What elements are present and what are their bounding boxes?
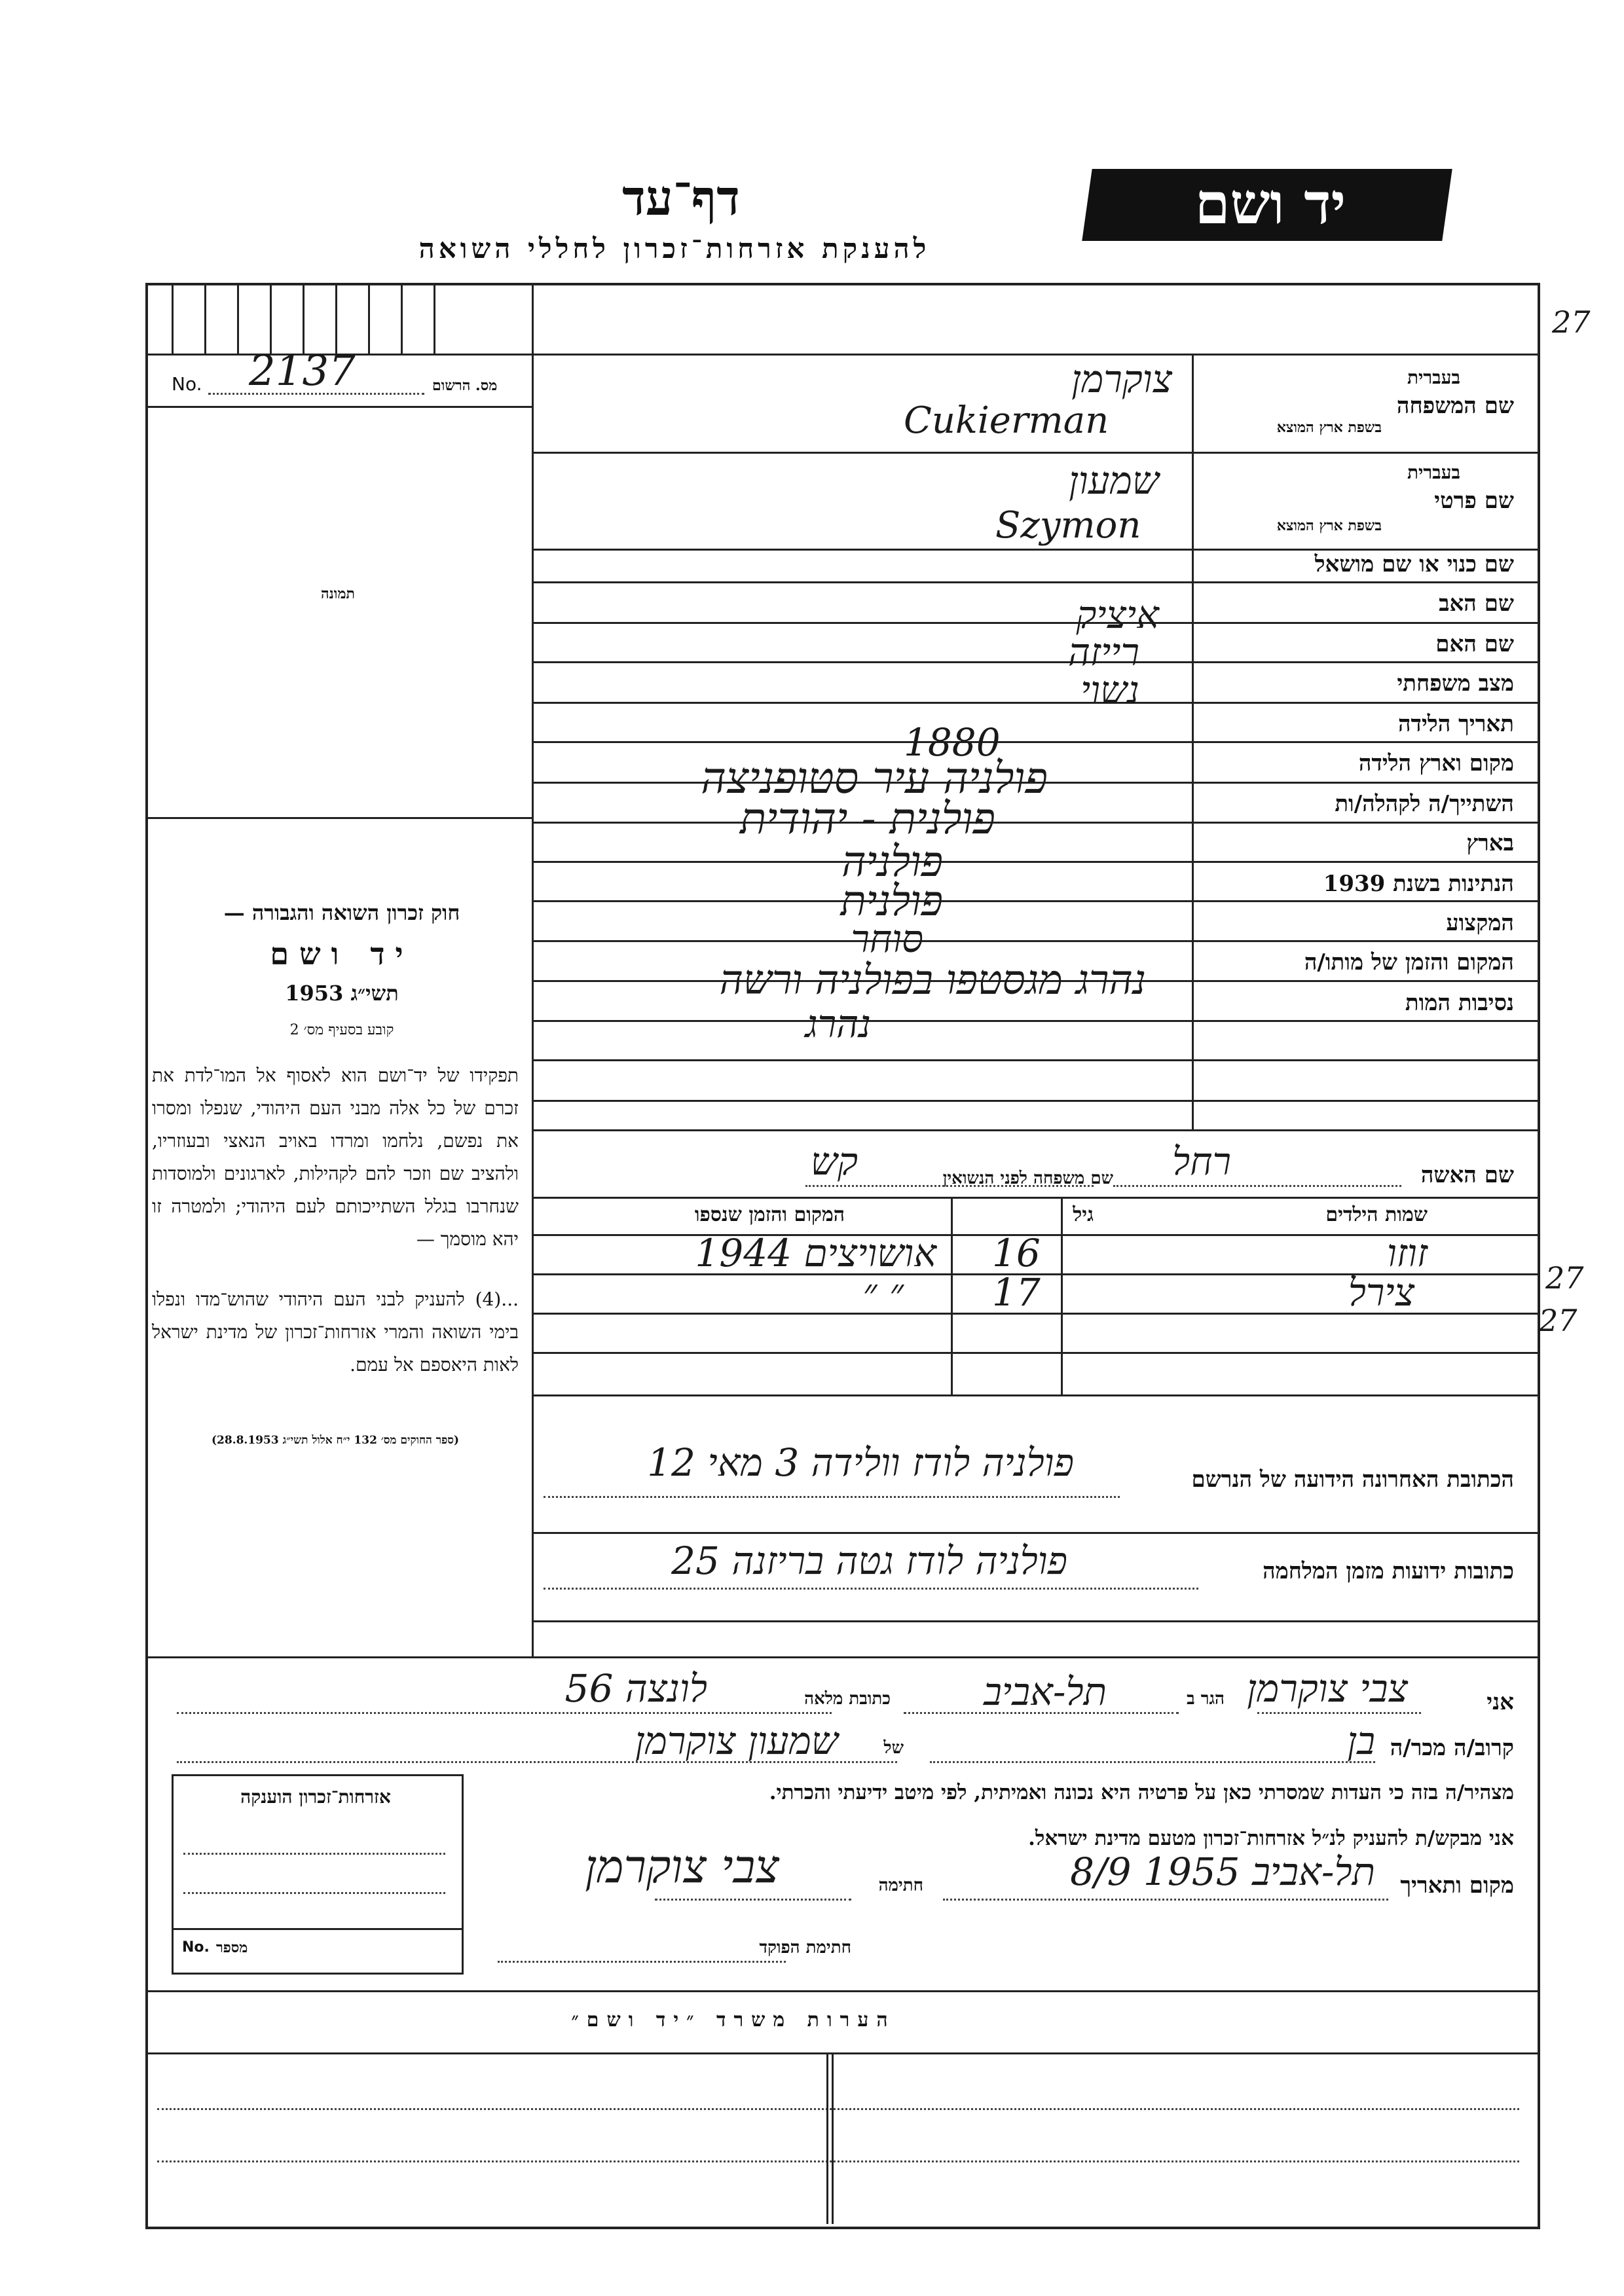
declarant-label: אני bbox=[1486, 1689, 1514, 1715]
death-place-value: נהרג מגסטפו בפולניה ורשה bbox=[719, 956, 1146, 1004]
resident-city: תל-אביב bbox=[983, 1669, 1107, 1714]
profession-value: סוחר bbox=[851, 917, 923, 961]
law-name: יד ושם bbox=[270, 936, 414, 972]
father-label: שם האב bbox=[1439, 591, 1514, 617]
nickname-label: שם כנוי או שם מושאל bbox=[1314, 551, 1514, 577]
death-place-label: המקום והזמן של מותו/ה bbox=[1304, 949, 1514, 975]
relation-value: בן bbox=[1347, 1719, 1375, 1763]
wife-name-value: רחל bbox=[1172, 1139, 1231, 1184]
family-name-origin-label: בשפת ארץ המוצא bbox=[1276, 419, 1382, 436]
family-name-label: שם המשפחה bbox=[1396, 393, 1514, 419]
margin-mark: 27 bbox=[1545, 1260, 1584, 1296]
page-subtitle: להענקת אזרחות־זכרון לחללי השואה bbox=[418, 232, 931, 264]
first-name-hebrew: שמעון bbox=[1069, 458, 1159, 503]
birthdate-value: 1880 bbox=[904, 720, 1001, 765]
mother-label: שם האם bbox=[1435, 631, 1514, 657]
declarant-signature: צבי צוקרמן bbox=[585, 1840, 779, 1893]
birthplace-label: מקום וארץ הלידה bbox=[1358, 750, 1514, 776]
father-value: איציק bbox=[1076, 592, 1159, 637]
family-name-origin: Cukierman bbox=[904, 399, 1109, 442]
family-name-hebrew: צוקרמן bbox=[1071, 357, 1172, 401]
child-death-place: ״ ״ bbox=[862, 1270, 904, 1315]
maiden-name-value: קש bbox=[810, 1139, 858, 1184]
first-name-label: שם פרטי bbox=[1434, 488, 1514, 514]
logo-text: יד ושם bbox=[1194, 171, 1346, 237]
first-name-origin: Szymon bbox=[995, 504, 1141, 547]
last-address-value: פולניה לודז וולידה 3 מאי 12 bbox=[647, 1440, 1074, 1485]
community-value: פולנית - יהודית bbox=[739, 793, 995, 844]
citizenship-value: פולנית bbox=[840, 877, 943, 926]
first-name-hebrew-label: בעברית bbox=[1407, 462, 1460, 483]
marital-status-label: מצב משפחתי bbox=[1397, 670, 1514, 697]
law-reference: (ספר החוקים מס׳ 132 י״ח אלול תשי״ג 28.8.1953) bbox=[211, 1434, 460, 1447]
resident-label: הגר ב bbox=[1187, 1689, 1225, 1709]
last-address-label: הכתובת האחרונה הידועה של הנרשם bbox=[1191, 1467, 1514, 1493]
full-address-label: כתובת מלאה bbox=[804, 1689, 891, 1709]
place-date-value: תל-אביב 1955 8/9 bbox=[1070, 1850, 1375, 1894]
memorial-box-title: אזרחות־זכרון הוענקה bbox=[240, 1786, 391, 1808]
mother-value: רייזה bbox=[1067, 630, 1139, 674]
memorial-box-no-label: No. bbox=[182, 1939, 210, 1956]
law-clause: קובע בסעיף מס׳ 2 bbox=[289, 1022, 394, 1038]
margin-mark: 27 bbox=[1552, 304, 1591, 340]
child-age: 16 bbox=[992, 1231, 1041, 1275]
notes-title: הערות משרד ״יד ושם״ bbox=[571, 2009, 896, 2032]
marital-status-value: נשוי bbox=[1080, 668, 1139, 712]
child-name: צירל bbox=[1348, 1270, 1414, 1315]
officer-signature-label: חתימת הפוקד bbox=[759, 1938, 851, 1958]
page-title: דף־עד bbox=[622, 170, 740, 227]
community-label: השתייך/ה לקהלה/ות bbox=[1335, 791, 1514, 817]
relation-of-label: של bbox=[883, 1738, 904, 1758]
registration-no-label: No. bbox=[172, 373, 202, 395]
law-title: חוק זכרון השואה והגבורה — bbox=[223, 900, 460, 925]
country-label: בארץ bbox=[1466, 830, 1514, 856]
country-value: פולניה bbox=[841, 838, 943, 886]
margin-mark: 27 bbox=[1539, 1303, 1578, 1338]
first-name-origin-label: בשפת ארץ המוצא bbox=[1276, 517, 1382, 534]
declaration-statement-1: מצהיר/ה בזה כי העדות שמסרתי כאן על פרטיה היא נכונה ואמיתית, לפי מיטב ידיעתי והכרתי. bbox=[769, 1781, 1514, 1804]
signature-label: חתימה bbox=[878, 1876, 923, 1895]
death-circumstances-label: נסיבות המות bbox=[1405, 990, 1514, 1016]
declarant-name: צבי צוקרמן bbox=[1247, 1666, 1408, 1711]
child-name: זוזו bbox=[1386, 1231, 1428, 1275]
memorial-box-number-label: מספר bbox=[216, 1939, 248, 1956]
child-death-place: אושויצים 1944 bbox=[695, 1231, 936, 1275]
profession-label: המקצוע bbox=[1446, 910, 1514, 936]
birthplace-value: פולניה עיר סטופניצה bbox=[701, 753, 1048, 803]
citizenship-label: הנתינות בשנת 1939 bbox=[1323, 871, 1514, 897]
maiden-name-label: שם משפחה לפני הנשואין bbox=[942, 1169, 1113, 1188]
wife-name-label: שם האשה bbox=[1420, 1162, 1514, 1188]
children-age-header: גיל bbox=[1073, 1203, 1094, 1226]
war-address-value: פולניה לודז גטה בריזנה 25 bbox=[671, 1539, 1067, 1583]
children-place-header: המקום והזמן שנספו bbox=[694, 1203, 845, 1226]
registration-number: 2137 bbox=[249, 347, 356, 395]
law-year: תשי״ג 1953 bbox=[285, 981, 399, 1006]
death-circumstances-value: נהרג bbox=[805, 1002, 871, 1046]
registration-label: מס. הרשום bbox=[432, 377, 498, 394]
law-paragraph-2: ...(4) להעניק לבני העם היהודי שהוש־מדו ונפלו בימי השואה והמרי אזרחות־זכרון של מדינת ישראל לאות היאספם אל עמם. bbox=[152, 1288, 519, 1376]
relation-of-value: שמעון צוקרמן bbox=[635, 1719, 838, 1763]
photo-label: תמונה bbox=[321, 585, 355, 602]
law-paragraph-1: תפקידו של יד־ושם הוא לאסוף אל המו־לדת את זכרם של כל אלה מבני העם היהודי, שנפלו ומסרו את נפשם, נלחמו ומרדו באויב הנאצי ובעוזריו, ולהציב שם וזכר להם לקהילות, לארגונים ולמוסדות שנחרבו בגלל השתייכותם לעם היהודי; ולמטרה זו יהא מוסמך — bbox=[152, 1065, 519, 1250]
child-age: 17 bbox=[992, 1270, 1041, 1315]
relation-label: קרוב/ה מכר/ה bbox=[1390, 1735, 1514, 1761]
family-name-hebrew-label: בעברית bbox=[1407, 367, 1460, 388]
war-address-label: כתובות ידועות מזמן המלחמה bbox=[1263, 1558, 1514, 1584]
children-names-header: שמות הילדים bbox=[1325, 1203, 1428, 1226]
birthdate-label: תאריך הלידה bbox=[1397, 711, 1514, 737]
place-date-label: מקום ותאריך bbox=[1400, 1872, 1514, 1899]
declaration-statement-2: אני מבקש/ת להעניק לנ״ל אזרחות־זכרון מטעם מדינת ישראל. bbox=[1028, 1827, 1514, 1850]
full-address-value: לונצה 56 bbox=[564, 1666, 707, 1711]
